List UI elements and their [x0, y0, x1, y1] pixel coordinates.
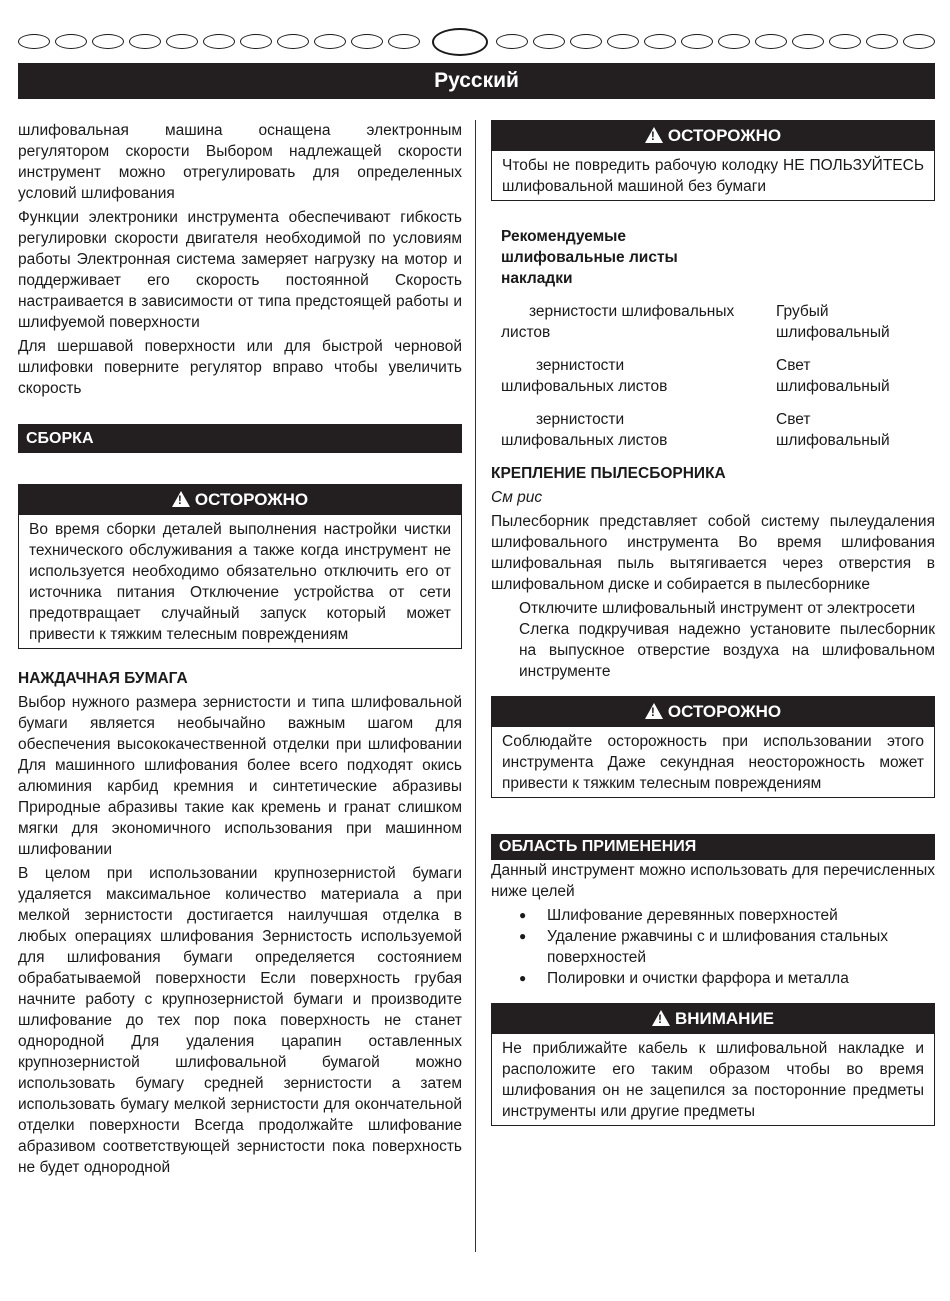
page-tab-oval [277, 34, 309, 49]
language-banner: Русский [18, 63, 935, 99]
paragraph: В целом при использовании крупнозернистой бумаги удаляется максимальное количество материала а при мелкой зернистости достигается наилучшая отделка в любых операциях шлифования Зернистость используемой для шлифования бумаги определяется состоянием обрабатываемой поверхности Если поверхность грубая начните работу с крупнозернистой бумаги и производите шлифование до тех пор пока поверхность не станет однородной Для удаления царапин оставленных крупнозернистой шлифовальной бумагой можно использовать бумагу средней зернистости а затем использовать бумагу мелкой зернистости для окончательной отделки поверхности Всегда продолжайте шлифование абразивом соответствующей зернистости пока поверхность не будет однородной [18, 865, 462, 1176]
caution-box [491, 120, 935, 201]
caution-title: ОСТОРОЖНО [667, 702, 782, 721]
paragraph: шлифовальная машина оснащена электронным регулятором скорости Выбором надлежащей скорости инструмент можно отрегулировать для определенных условий шлифования [18, 122, 462, 202]
page-tab-oval [314, 34, 346, 49]
section-header-application: ОБЛАСТЬ ПРИМЕНЕНИЯ [491, 834, 935, 860]
page-tab-oval [55, 34, 87, 49]
page-tab-oval [496, 34, 528, 49]
page-tab-oval [388, 34, 420, 49]
page-tab-oval [866, 34, 898, 49]
right-column [491, 120, 935, 1126]
page-tab-oval [92, 34, 124, 49]
warning-icon [172, 491, 190, 507]
caution-box [491, 696, 935, 798]
dust-bag-title: КРЕПЛЕНИЕ ПЫЛЕСБОРНИКА [491, 465, 726, 482]
attention-box [491, 1003, 935, 1126]
papers-title: Рекомендуемые шлифовальные листы накладки [501, 228, 678, 287]
page-tab-oval [240, 34, 272, 49]
paragraph: Функции электроники инструмента обеспечивают гибкость регулировки скорости двигателя необходимой по условиям работы Электронная система замеряет нагрузку на мотор и поддерживает его скорость постоянной Скорость настраивается в зависимости от типа предстоящей работы и шлифуемой поверхности [18, 209, 462, 331]
papers-grit-type: Свет шлифовальный [776, 411, 890, 449]
caution-text: Соблюдайте осторожность при использовании этого инструмента Даже секундная неосторожность может привести к тяжким телесным повреждениям [502, 733, 924, 792]
attention-title: ВНИМАНИЕ [674, 1009, 775, 1028]
warning-icon [652, 1010, 670, 1026]
list-item: ● Шлифование деревянных поверхностей [519, 905, 935, 926]
papers-grit-type: Свет шлифовальный [776, 357, 890, 395]
paragraph: Пылесборник представляет собой систему пылеудаления шлифовального инструмента Во время шлифования шлифовальная пыль вытягивается через отверстия в шлифовальном диске и собирается в пылесборнике [491, 513, 935, 593]
left-column [18, 120, 462, 1181]
caution-header [19, 485, 461, 515]
papers-grit-type: Грубый шлифовальный [776, 303, 890, 341]
dust-steps-list [491, 598, 935, 682]
papers-row [501, 409, 935, 451]
attention-text: Не приближайте кабель к шлифовальной накладке и расположите его таким образом чтобы во время шлифования он не зацепился за посторонние предметы инструменты или другие предметы [502, 1040, 924, 1120]
figure-reference: См рис [491, 489, 543, 506]
attention-header [492, 1004, 934, 1034]
page-tab-oval [681, 34, 713, 49]
paragraph: Для шершавой поверхности или для быстрой черновой шлифовки поверните регулятор вправо чтобы увеличить скорость [18, 338, 462, 397]
page-tab-oval [351, 34, 383, 49]
list-item: Слегка подкручивая надежно установите пылесборник на выпускное отверстие воздуха на шлифовальном инструменте [519, 621, 935, 680]
page-tab-oval-active [432, 28, 488, 56]
page-tab-oval [18, 34, 50, 49]
page-tab-oval [607, 34, 639, 49]
page-tab-oval [829, 34, 861, 49]
caution-header [492, 697, 934, 727]
recommended-papers [491, 226, 935, 451]
warning-icon [645, 127, 663, 143]
section-header-assembly: СБОРКА [18, 424, 462, 453]
application-list [491, 905, 935, 989]
column-divider [475, 120, 476, 1252]
paragraph: Данный инструмент можно использовать для перечисленных ниже целей [491, 862, 935, 900]
page-tab-oval [718, 34, 750, 49]
caution-box [18, 484, 462, 649]
page-tab-oval [755, 34, 787, 49]
page-tab-oval [903, 34, 935, 49]
page-tab-oval [570, 34, 602, 49]
list-item: ● Удаление ржавчины с и шлифования стальных поверхностей [519, 926, 935, 968]
papers-grit-label: зернистости шлифовальных листов [501, 357, 668, 395]
page-tab-oval [533, 34, 565, 49]
papers-grit-label: зернистости шлифовальных листов [501, 303, 735, 341]
sandpaper-title: НАЖДАЧНАЯ БУМАГА [18, 670, 188, 687]
page-tab-strip [18, 28, 935, 56]
page-tab-oval [129, 34, 161, 49]
warning-icon [645, 703, 663, 719]
papers-row [501, 355, 935, 397]
caution-text: Чтобы не повредить рабочую колодку НЕ ПОЛЬЗУЙТЕСЬ шлифовальной машиной без бумаги [502, 157, 924, 195]
paragraph: Выбор нужного размера зернистости и типа шлифовальной бумаги является необычайно важным шагом для обеспечения высококачественной отделки при шлифовании Для машинного шлифования более всего подходят окись алюминия карбид кремния и синтетические абразивы Природные абразивы такие как кремень и гранат слишком мягки для экономичного использования при машинном шлифовании [18, 694, 462, 858]
page-tab-oval [203, 34, 235, 49]
papers-row [501, 301, 935, 343]
caution-title: ОСТОРОЖНО [667, 126, 782, 145]
list-item: ● Полировки и очистки фарфора и металла [519, 968, 935, 989]
caution-header [492, 121, 934, 151]
page-tab-oval [792, 34, 824, 49]
page-tab-oval [166, 34, 198, 49]
caution-text: Во время сборки деталей выполнения настройки чистки технического обслуживания а также когда инструмент не используется необходимо обязательно отключить его от источника питания Отключение устройства от сети предотвращает случайный запуск который может привести к тяжким телесным повреждениям [29, 521, 451, 643]
papers-grit-label: зернистости шлифовальных листов [501, 411, 668, 449]
caution-title: ОСТОРОЖНО [194, 490, 309, 509]
list-item: Отключите шлифовальный инструмент от электросети [519, 600, 916, 617]
page-tab-oval [644, 34, 676, 49]
